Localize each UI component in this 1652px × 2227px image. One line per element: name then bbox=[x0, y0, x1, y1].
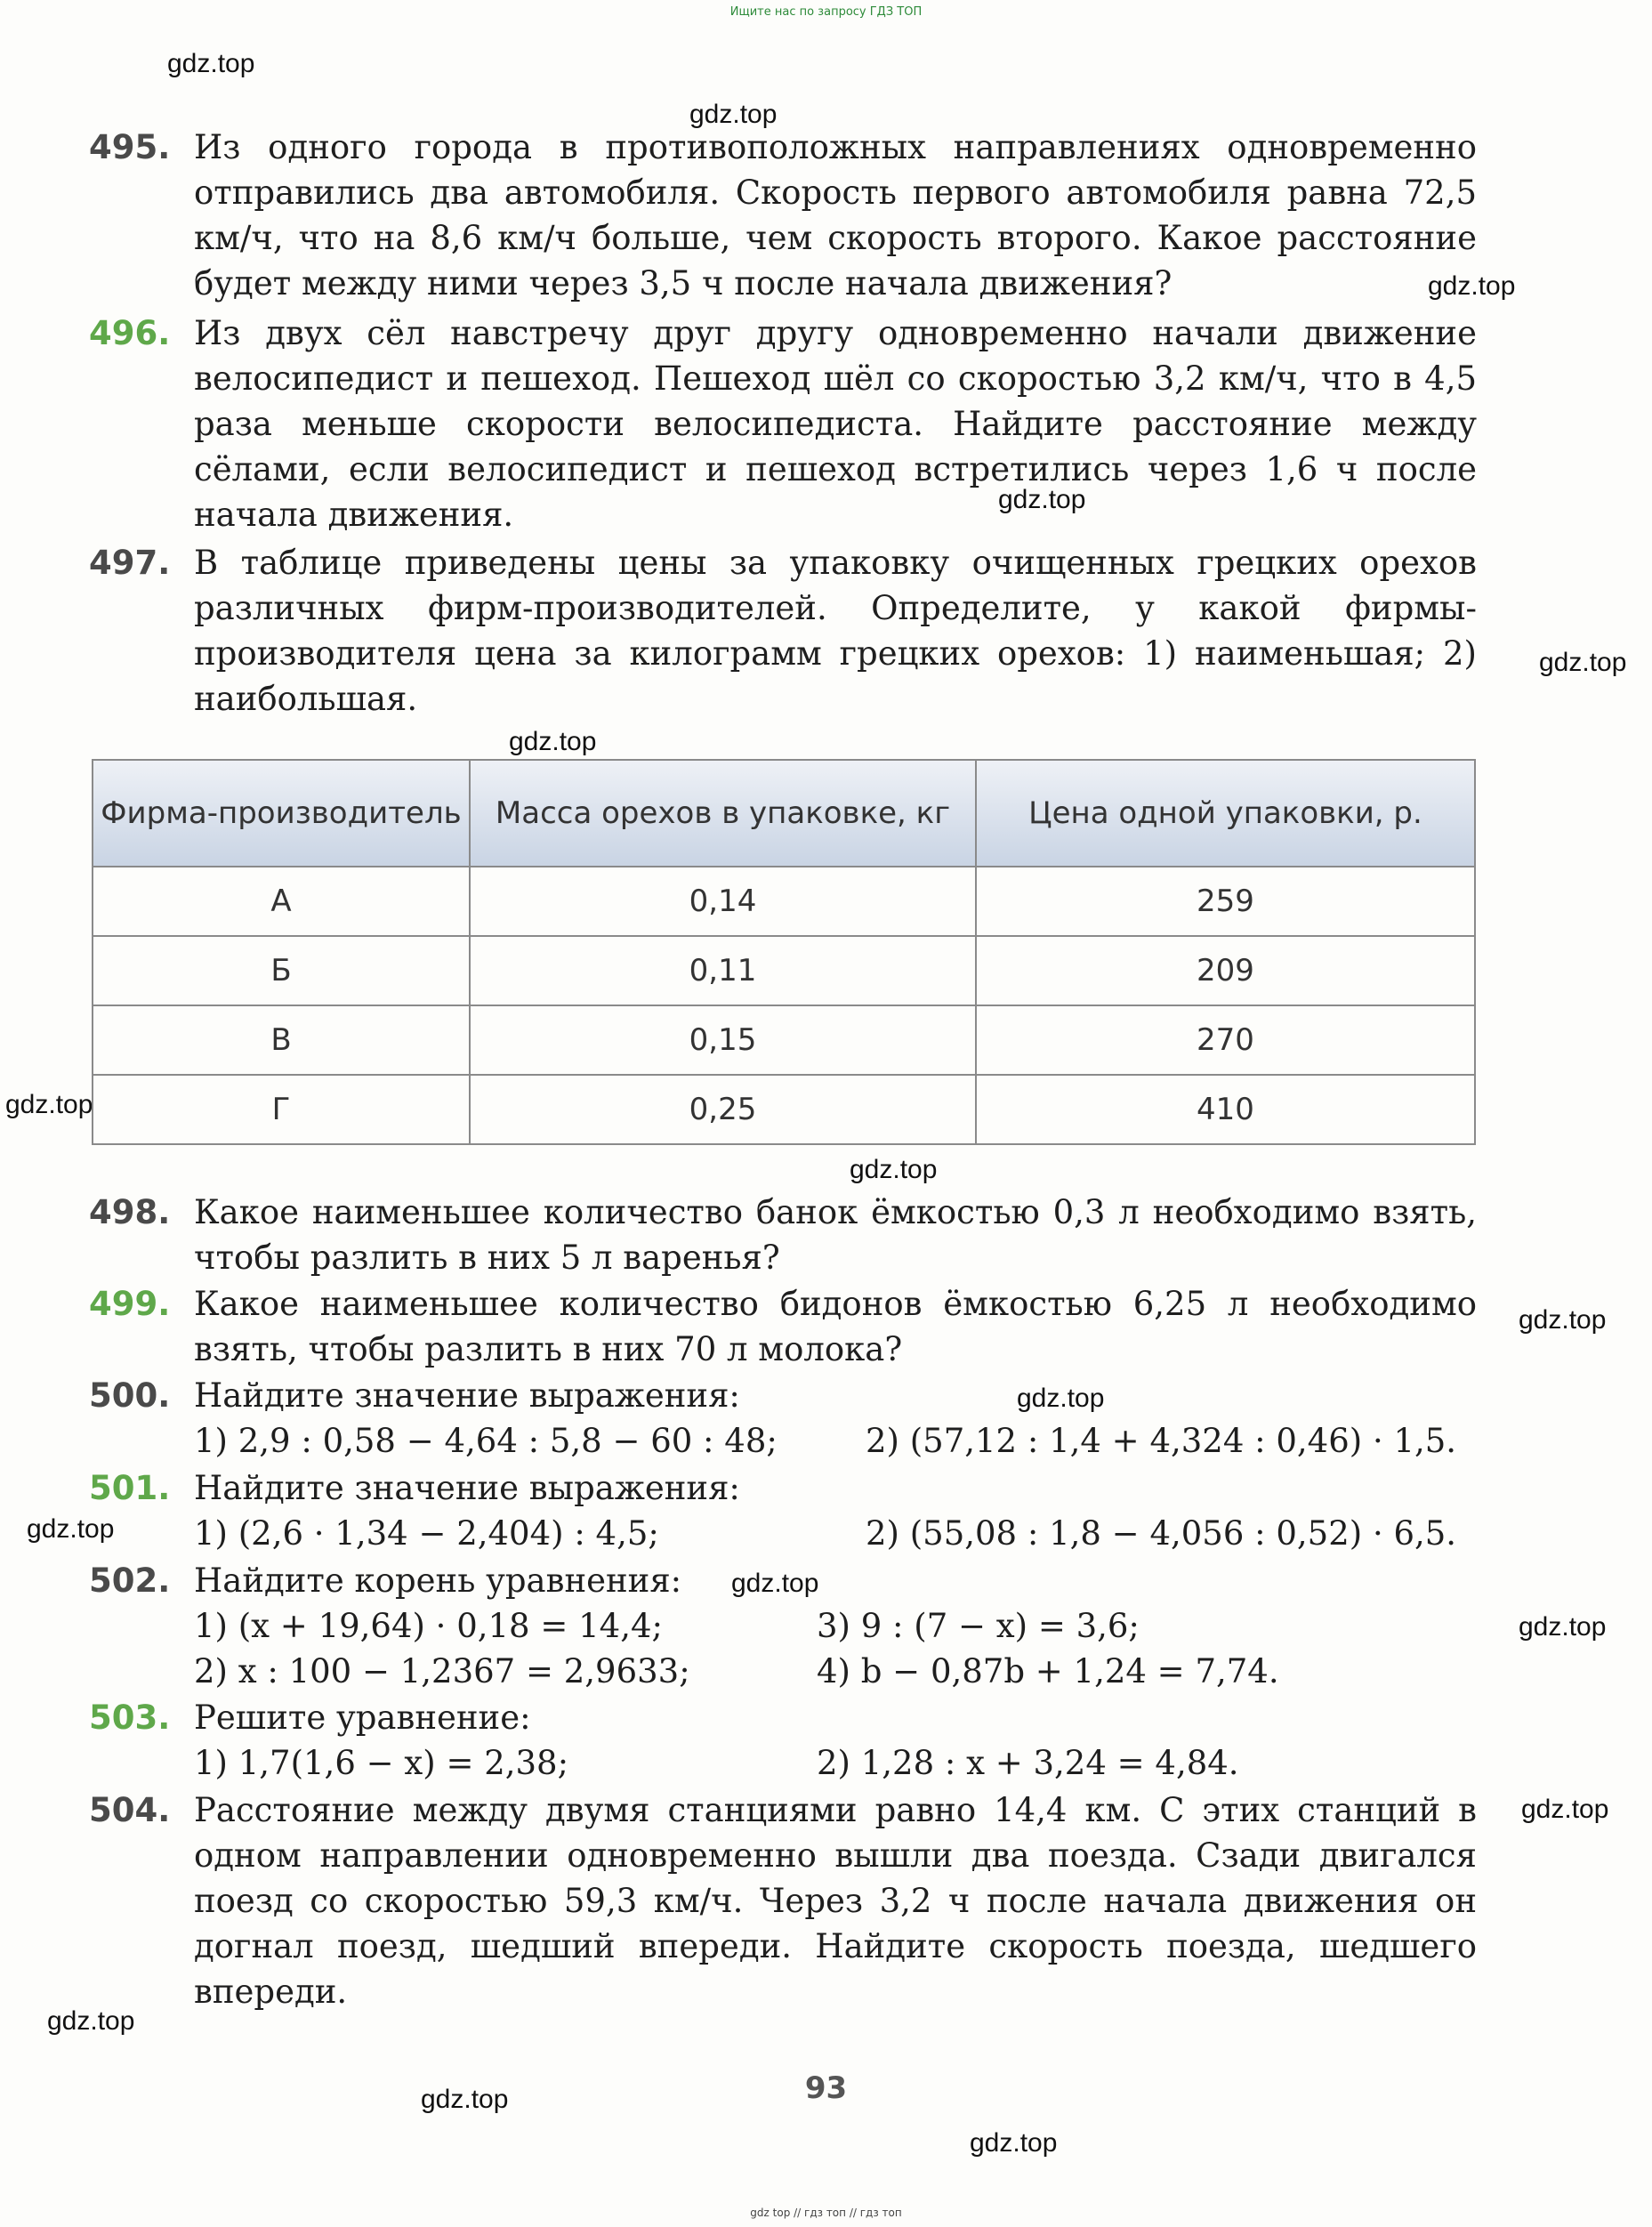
table-cell: 0,14 bbox=[470, 867, 976, 936]
watermark: gdz.top bbox=[5, 1090, 93, 1119]
problem-text: Из двух сёл навстречу друг другу одновременно начали движение велосипедист и пешеход. Пешеход шёл со скоростью 3,2 км/ч, что в 4,5 раза меньше скорости велосипедиста. Найдите расстояние между сёлами, если велосипедист и пешеход встретились через 1,6 ч после начала движения. bbox=[194, 314, 1477, 534]
expression-1: 1) (2,6 · 1,34 − 2,404) : 4,5; bbox=[194, 1514, 659, 1553]
problem-number: 503. bbox=[89, 1698, 171, 1737]
watermark: gdz.top bbox=[1519, 1612, 1607, 1642]
watermark: gdz.top bbox=[1519, 1305, 1607, 1335]
watermark: gdz.top bbox=[850, 1155, 938, 1184]
problem-503 bbox=[89, 1695, 1477, 1786]
problem-text: Какое наименьшее количество банок ёмкостью 0,3 л необходимо взять, чтобы разлить в них 5 л варенья? bbox=[194, 1193, 1477, 1277]
problem-text: Найдите значение выражения: bbox=[194, 1376, 740, 1415]
watermark: gdz.top bbox=[167, 49, 255, 78]
equation-1: 1) (x + 19,64) · 0,18 = 14,4; bbox=[194, 1607, 663, 1645]
equation-1: 1) 1,7(1,6 − x) = 2,38; bbox=[194, 1744, 569, 1782]
problem-number: 500. bbox=[89, 1376, 171, 1415]
watermark: gdz.top bbox=[1428, 271, 1516, 301]
table-cell: 259 bbox=[976, 867, 1475, 936]
problem-500 bbox=[89, 1373, 1477, 1464]
table-row bbox=[93, 1005, 1475, 1075]
watermark: gdz.top bbox=[1017, 1384, 1105, 1413]
problem-number: 497. bbox=[89, 544, 171, 582]
problem-text: Найдите значение выражения: bbox=[194, 1469, 740, 1507]
problem-495 bbox=[89, 125, 1477, 306]
equation-row bbox=[194, 1603, 1477, 1649]
problem-498 bbox=[89, 1190, 1477, 1280]
equation-3: 3) 9 : (7 − x) = 3,6; bbox=[817, 1607, 1140, 1645]
equation-2: 2) 1,28 : x + 3,24 = 4,84. bbox=[817, 1744, 1239, 1782]
watermark: gdz.top bbox=[421, 2085, 509, 2114]
problem-number: 501. bbox=[89, 1469, 171, 1507]
table-cell: А bbox=[93, 867, 470, 936]
problem-text: Какое наименьшее количество бидонов ёмкостью 6,25 л необходимо взять, чтобы разлить в них 70 л молока? bbox=[194, 1285, 1477, 1368]
expression-2: 2) (55,08 : 1,8 − 4,056 : 0,52) · 6,5. bbox=[866, 1514, 1457, 1553]
problem-502 bbox=[89, 1558, 1477, 1694]
watermark: gdz.top bbox=[27, 1514, 115, 1544]
table-row bbox=[93, 936, 1475, 1005]
table-cell: 209 bbox=[976, 936, 1475, 1005]
table-cell: Г bbox=[93, 1075, 470, 1144]
problem-496 bbox=[89, 311, 1477, 537]
problem-497 bbox=[89, 540, 1477, 722]
expression-1: 1) 2,9 : 0,58 − 4,64 : 5,8 − 60 : 48; bbox=[194, 1422, 778, 1460]
nut-price-table bbox=[92, 759, 1476, 1145]
problem-text: Из одного города в противоположных направлениях одновременно отправились два автомобиля. Скорость первого автомобиля равна 72,5 км/ч, что на 8,6 км/ч больше, чем скорость второго. Какое расстояние будет между ними через 3,5 ч после начала движения? bbox=[194, 128, 1477, 303]
page-number: 93 bbox=[804, 2070, 848, 2106]
watermark: gdz.top bbox=[509, 727, 597, 756]
watermark: gdz.top bbox=[731, 1569, 819, 1598]
table-cell: 270 bbox=[976, 1005, 1475, 1075]
equation-2: 2) x : 100 − 1,2367 = 2,9633; bbox=[194, 1652, 690, 1690]
table-cell: 0,15 bbox=[470, 1005, 976, 1075]
table-cell: 0,11 bbox=[470, 936, 976, 1005]
table-header-row bbox=[93, 760, 1475, 867]
watermark: gdz.top bbox=[1539, 648, 1627, 677]
problem-number: 499. bbox=[89, 1285, 171, 1323]
watermark: gdz.top bbox=[970, 2128, 1058, 2158]
column-header: Масса орехов в упаковке, кг bbox=[470, 760, 976, 867]
top-search-note: Ищите нас по запросу ГДЗ ТОП bbox=[729, 5, 923, 19]
problem-499 bbox=[89, 1281, 1477, 1372]
problem-text: Найдите корень уравнения: bbox=[194, 1561, 682, 1600]
watermark: gdz.top bbox=[1521, 1795, 1609, 1824]
problem-501 bbox=[89, 1465, 1477, 1556]
problem-text: Решите уравнение: bbox=[194, 1698, 531, 1737]
problem-text: В таблице приведены цены за упаковку очищенных грецких орехов различных фирм-производителей. Определите, у какой фирмы-производителя цена за килограмм грецких орехов: 1) наименьшая; 2) наибольшая. bbox=[194, 544, 1477, 718]
problem-504 bbox=[89, 1787, 1477, 2014]
expression-row bbox=[194, 1511, 1477, 1556]
table-cell: 0,25 bbox=[470, 1075, 976, 1144]
watermark: gdz.top bbox=[47, 2006, 135, 2036]
table-row bbox=[93, 867, 1475, 936]
expression-row bbox=[194, 1418, 1477, 1464]
equation-row bbox=[194, 1740, 1477, 1786]
bottom-note: gdz top // гдз топ // гдз топ bbox=[750, 2207, 902, 2219]
table-cell: 410 bbox=[976, 1075, 1475, 1144]
problem-number: 496. bbox=[89, 314, 171, 352]
equation-4: 4) b − 0,87b + 1,24 = 7,74. bbox=[817, 1652, 1279, 1690]
problem-number: 502. bbox=[89, 1561, 171, 1600]
problem-number: 498. bbox=[89, 1193, 171, 1231]
table-row bbox=[93, 1075, 1475, 1144]
watermark: gdz.top bbox=[998, 485, 1086, 514]
table-cell: Б bbox=[93, 936, 470, 1005]
column-header: Цена одной упаковки, р. bbox=[976, 760, 1475, 867]
expression-2: 2) (57,12 : 1,4 + 4,324 : 0,46) · 1,5. bbox=[866, 1422, 1457, 1460]
problem-number: 495. bbox=[89, 128, 171, 166]
table-cell: В bbox=[93, 1005, 470, 1075]
column-header: Фирма-производитель bbox=[93, 760, 470, 867]
watermark: gdz.top bbox=[689, 100, 778, 129]
equation-row bbox=[194, 1649, 1477, 1694]
problem-text: Расстояние между двумя станциями равно 14,4 км. С этих станций в одном направлении одновременно вышли два поезда. Сзади двигался поезд со скоростью 59,3 км/ч. Через 3,2 ч после начала движения он догнал поезд, шедший впереди. Найдите скорость поезда, шедшего впереди. bbox=[194, 1791, 1477, 2011]
problem-number: 504. bbox=[89, 1791, 171, 1829]
